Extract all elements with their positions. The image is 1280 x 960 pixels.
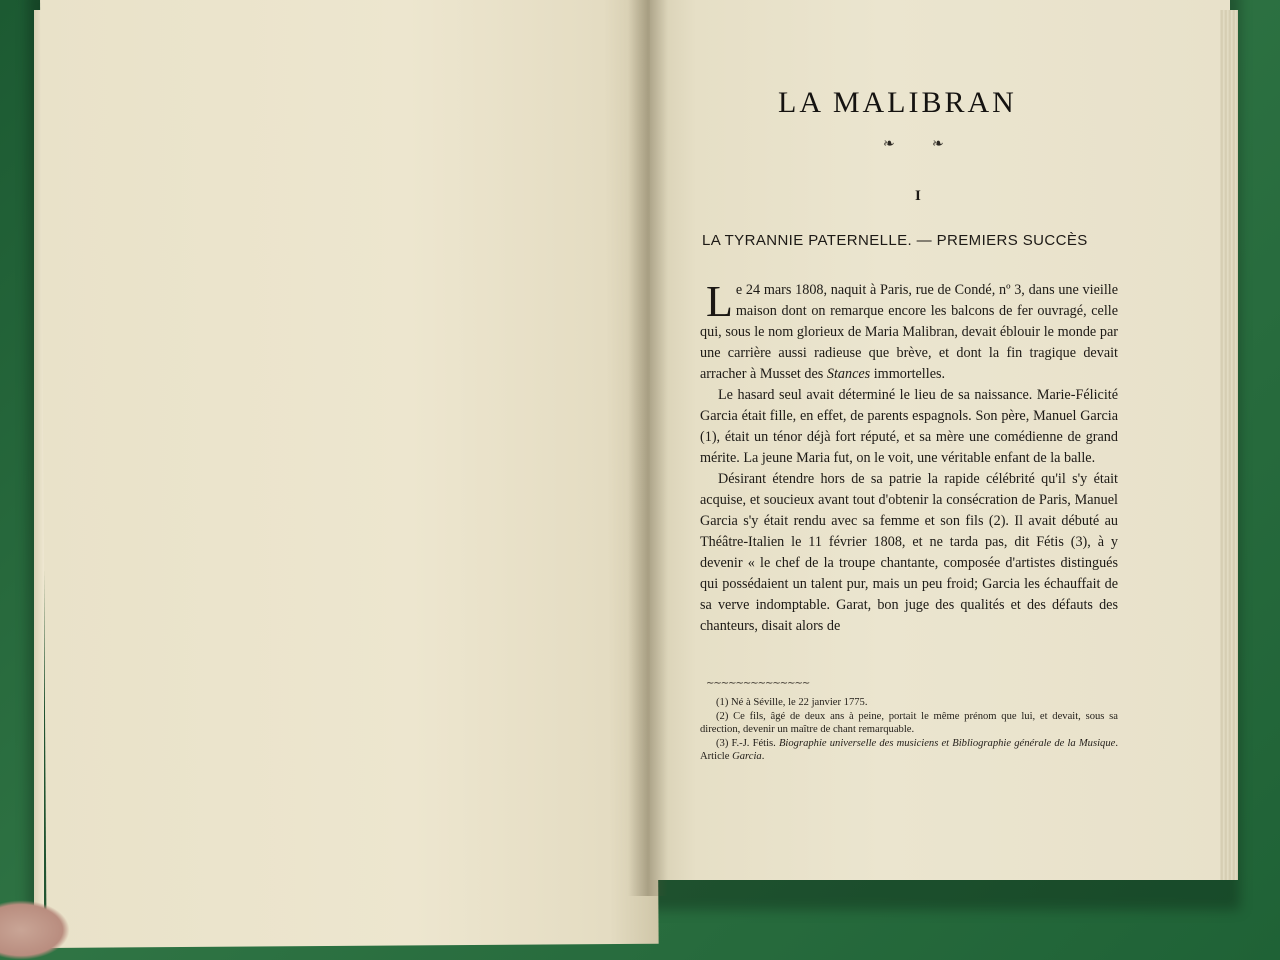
footnote-3-period: . xyxy=(761,751,765,762)
book-title: LA MALIBRAN xyxy=(778,86,1017,119)
paragraph-1-text: e 24 mars 1808, naquit à Paris, rue de Condé, nº 3, dans une vieille maison dont on remarque encore les balcons de fer ouvragé, celle qui, sous le nom glorieux de Maria Malibran, devait éblouir le monde par une carrière aussi radieuse que brève, et dont la fin tragique devait arracher à Musset des xyxy=(700,282,1118,382)
book-gutter xyxy=(628,0,668,896)
paragraph-2: Le hasard seul avait déterminé le lieu de sa naissance. Marie-Félicité Garcia était fille, en effet, de parents espagnols. Son père, Manuel Garcia (1), était un ténor déjà fort réputé, et sa mère une comédienne de grand mérite. La jeune Maria fut, on le voit, une véritable enfant de la balle. xyxy=(700,387,1118,466)
thumb xyxy=(0,900,70,960)
fleuron-ornament-icon: ❧ xyxy=(932,137,944,152)
footnote-3-end: . Article xyxy=(700,737,1118,762)
chapter-title: LA TYRANNIE PATERNELLE. — PREMIERS SUCCÈS xyxy=(702,232,1088,249)
chapter-number: I xyxy=(915,188,921,204)
footnote-3 xyxy=(700,737,1118,764)
paragraph-1-end: immortelles. xyxy=(870,366,946,382)
fleuron-ornament-icon: ❧ xyxy=(883,137,895,152)
footnote-3-garcia: Garcia xyxy=(732,751,762,762)
footnote-1: (1) Né à Séville, le 22 janvier 1775. xyxy=(716,697,868,708)
body-text xyxy=(700,277,1118,637)
page-stack-edge xyxy=(1220,10,1238,880)
paragraph-3: Désirant étendre hors de sa patrie la rapide célébrité qu'il s'y était acquise, et soucieux avant tout d'obtenir la consécration de Paris, Manuel Garcia s'y était rendu avec sa femme et son fils (2). Il avait débuté au Théâtre-Italien le 11 février 1808, et ne tarda pas, dit Fétis (3), à y devenir « le chef de la troupe chantante, composée d'artistes distingués qui possédaient un talent pur, mais un peu froid; Garcia les échauffait de sa verve indomptable. Garat, bon juge des qualités et des défauts des chanteurs, disait alors de xyxy=(700,471,1118,634)
footnote-2: (2) Ce fils, âgé de deux ans à peine, portait le même prénom que lui, et devait, sous sa direction, devenir un maître de chant remarquable. xyxy=(700,710,1118,735)
italic-stances: Stances xyxy=(826,366,871,382)
paragraph-1 xyxy=(700,277,1118,385)
footnotes xyxy=(700,696,1118,764)
footnote-3-italic: Biographie universelle des musiciens et Bibliographie générale de la Musique xyxy=(778,737,1116,749)
left-page-blank xyxy=(40,0,659,948)
drop-cap: L xyxy=(706,277,733,326)
footnote-3-start: (3) F.-J. Fétis. xyxy=(716,737,779,749)
footnote-rule: ∼∼∼∼∼∼∼∼∼∼∼∼∼∼ xyxy=(706,678,810,689)
